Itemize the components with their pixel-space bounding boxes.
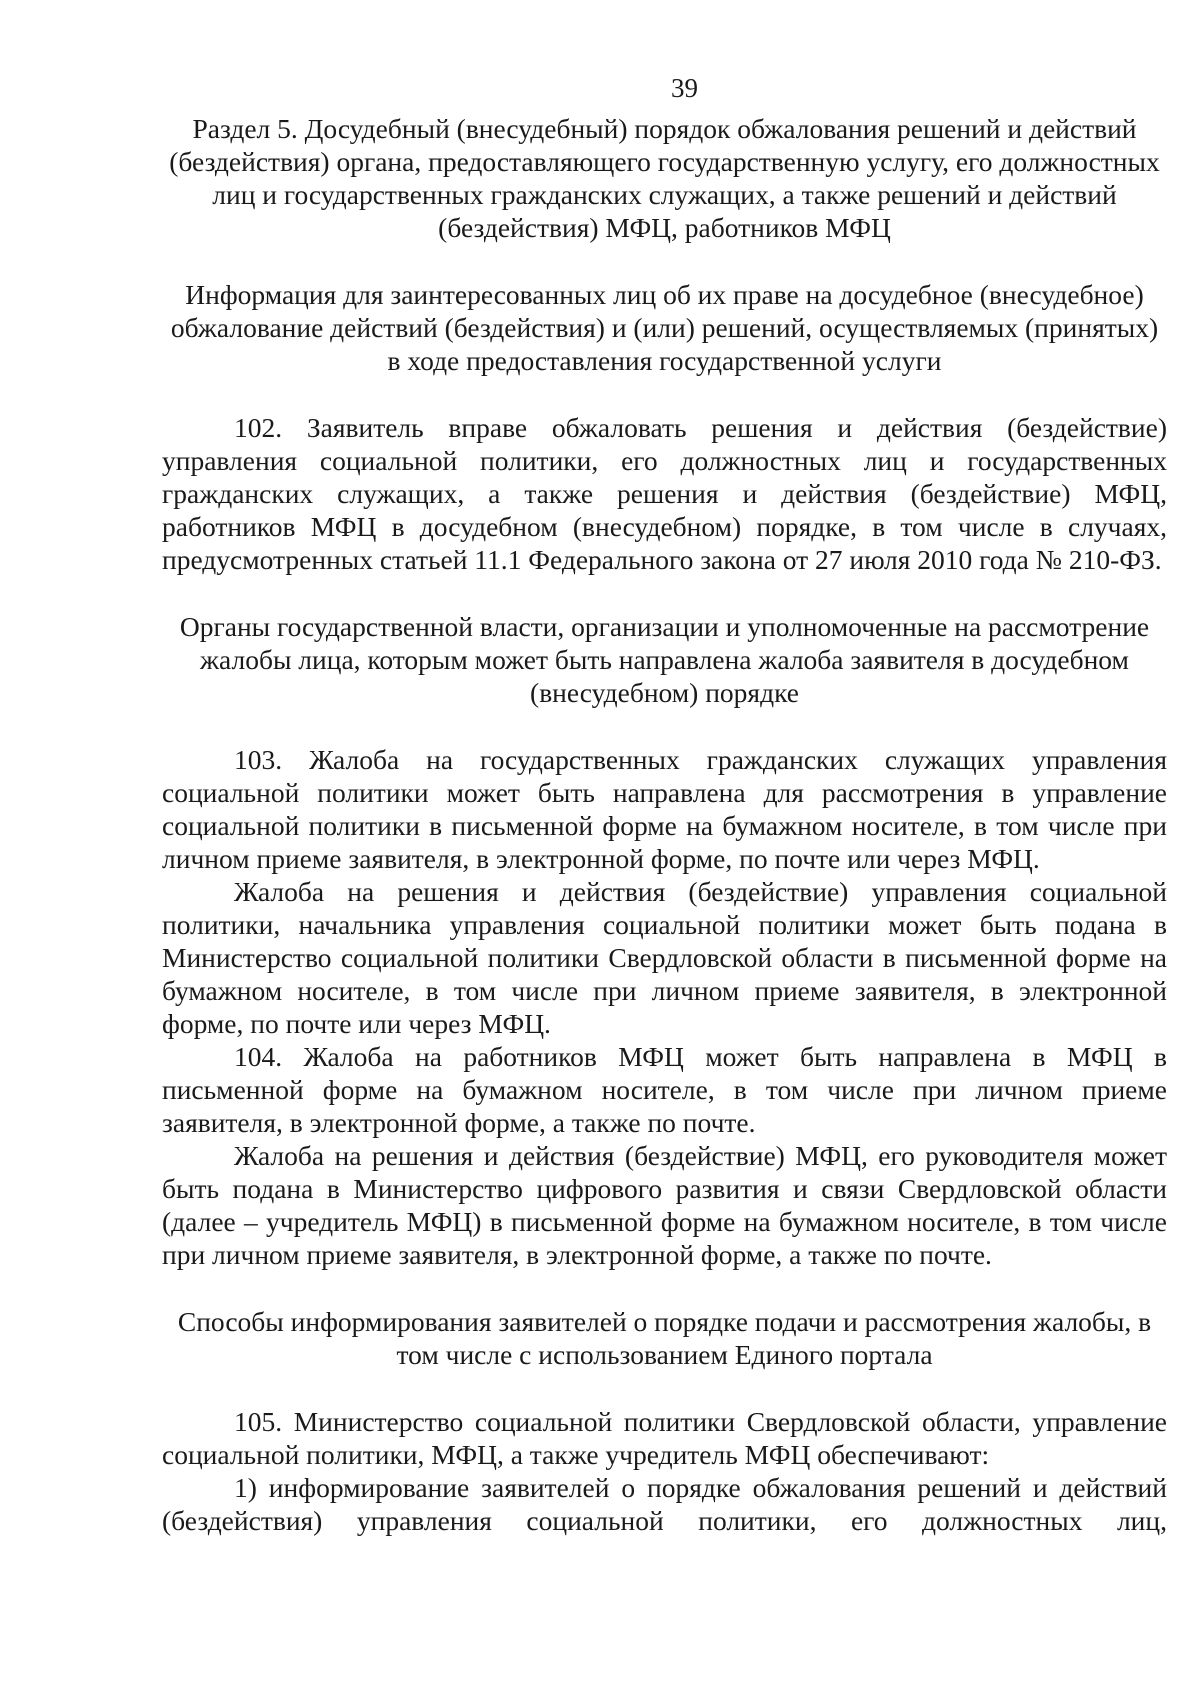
paragraph-102: 102. Заявитель вправе обжаловать решения и действия (бездействие) управления социальной политики, его должностных лиц и государственных гражданских служащих, а также решения и действия (бездействие) МФЦ, работников МФЦ в досудебном (внесудебном) порядке, в том числе в случаях, предусмотренных статьей 11.1 Федерального закона от 27 июля 2010 года № 210-ФЗ. [162, 412, 1167, 575]
paragraph-103: 103. Жалоба на государственных гражданских служащих управления социальной политики может быть направлена для рассмотрения в управление социальной политики в письменной форме на бумажном носителе, в том числе при личном приеме заявителя, в электронной форме, по почте или через МФЦ. [162, 744, 1167, 874]
page-number: 39 [671, 73, 698, 103]
info-heading: Информация для заинтересованных лиц об их праве на досудебное (внесудебное) обжалование действий (бездействия) и (или) решений, осуществляемых (принятых) в ходе предоставления государственной услуги [170, 279, 1159, 376]
organs-heading: Органы государственной власти, организации и уполномоченные на рассмотрение жалобы лица, которым может быть направлена жалоба заявителя в досудебном (внесудебном) порядке [179, 611, 1150, 708]
paragraph-104: 104. Жалоба на работников МФЦ может быть направлена в МФЦ в письменной форме на бумажном носителе, в том числе при личном приеме заявителя, в электронной форме, а также по почте. [162, 1041, 1167, 1138]
section-heading: Раздел 5. Досудебный (внесудебный) порядок обжалования решений и действий (бездействия) органа, предоставляющего государственную услугу, его должностных лиц и государственных гражданских служащих, а также решений и действий (бездействия) МФЦ, работников МФЦ [169, 113, 1160, 243]
paragraph-105: 105. Министерство социальной политики Свердловской области, управление социальной политики, МФЦ, а также учредитель МФЦ обеспечивают: [162, 1406, 1167, 1470]
methods-heading: Способы информирования заявителей о порядке подачи и рассмотрения жалобы, в том числе с использованием Единого портала [177, 1306, 1152, 1370]
paragraph-104-continued: Жалоба на решения и действия (бездействие) МФЦ, его руководителя может быть подана в Министерство цифрового развития и связи Свердловской области (далее – учредитель МФЦ) в письменной форме на бумажном носителе, в том числе при личном приеме заявителя, в электронной форме, а также по почте. [162, 1140, 1167, 1270]
document-page [162, 72, 1167, 1537]
paragraph-105-item-1: 1) информирование заявителей о порядке обжалования решений и действий (бездействия) управления социальной политики, его должностных лиц, [162, 1472, 1167, 1536]
paragraph-103-continued: Жалоба на решения и действия (бездействие) управления социальной политики, начальника управления социальной политики может быть подана в Министерство социальной политики Свердловской области в письменной форме на бумажном носителе, в том числе при личном приеме заявителя, в электронной форме, по почте или через МФЦ. [162, 876, 1167, 1039]
